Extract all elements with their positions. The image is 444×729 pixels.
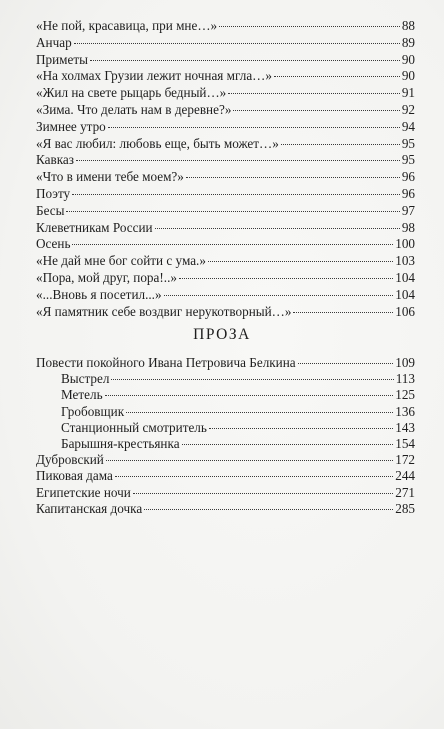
toc-entry (36, 485, 415, 501)
dot-leader (164, 295, 394, 296)
toc-entry-title: Осень (36, 236, 71, 252)
toc-entry-page: 109 (395, 355, 415, 370)
dot-leader (274, 76, 400, 77)
dot-leader (208, 261, 393, 262)
toc-subentry (36, 436, 415, 452)
toc-entry-page: 100 (395, 236, 415, 252)
dot-leader (179, 278, 393, 279)
toc-entry (36, 203, 415, 220)
toc-entry-title: «Не пой, красавица, при мне…» (36, 18, 218, 33)
toc-entry-title: «...Вновь я посетил...» (36, 286, 162, 302)
toc-entry (36, 52, 415, 69)
toc-entry-page: 95 (401, 135, 415, 151)
toc-entry-page: 244 (395, 468, 415, 484)
toc-entry (36, 152, 415, 169)
toc-entry-page: 143 (395, 419, 415, 435)
toc-entry-title: Выстрел (61, 371, 110, 387)
toc-entry-page: 104 (395, 286, 415, 302)
toc-entry-page: 98 (401, 219, 415, 235)
toc-entry-page: 96 (401, 185, 415, 201)
toc-entry-title: «Что в имени тебе моем?» (36, 169, 184, 185)
toc-entry-title: Станционный смотритель (61, 419, 207, 435)
dot-leader (133, 493, 393, 494)
toc-entry (36, 35, 415, 52)
toc-entry-title: Повести покойного Ивана Петровича Белкина (36, 355, 296, 370)
toc-entry (36, 119, 415, 136)
toc-subentry (36, 420, 415, 436)
toc-entry (36, 270, 415, 287)
toc-entry-page: 113 (395, 371, 415, 387)
dot-leader (111, 379, 393, 380)
toc-entry-title: Анчар (36, 34, 72, 50)
toc-entry (36, 304, 415, 321)
dot-leader (108, 127, 400, 128)
toc-entry (36, 452, 415, 468)
toc-entry-page: 285 (395, 500, 415, 516)
toc-entry (36, 18, 415, 35)
dot-leader (182, 444, 394, 445)
toc-entry-title: «Не дай мне бог сойти с ума.» (36, 253, 206, 269)
toc-entry (36, 186, 415, 203)
toc-entry (36, 468, 415, 484)
toc-entry-page: 94 (401, 118, 415, 134)
toc-entry-title: Гробовщик (61, 403, 125, 419)
toc-entry (36, 85, 415, 102)
dot-leader (72, 244, 393, 245)
toc-entry (36, 253, 415, 270)
toc-entry-page: 95 (401, 152, 415, 168)
dot-leader (293, 312, 393, 313)
toc-entry-page: 154 (395, 435, 415, 451)
dot-leader (72, 194, 400, 195)
toc-entry-title: Египетские ночи (36, 484, 131, 500)
prose-contents-list (36, 355, 415, 517)
toc-entry-page: 91 (401, 85, 415, 101)
toc-entry (36, 287, 415, 304)
toc-entry-title: «На холмах Грузии лежит ночная мгла…» (36, 68, 272, 84)
toc-entry-page: 271 (395, 484, 415, 500)
toc-entry (36, 68, 415, 85)
dot-leader (76, 160, 400, 161)
toc-subentry (36, 387, 415, 403)
toc-subentry (36, 371, 415, 387)
dot-leader (219, 26, 400, 27)
toc-entry-title: «Зима. Что делать нам в деревне?» (36, 101, 232, 117)
toc-entry-page: 172 (395, 452, 415, 468)
toc-entry-title: Приметы (36, 51, 88, 67)
toc-entry-page: 106 (395, 303, 415, 319)
toc-entry-title: Капитанская дочка (36, 500, 143, 516)
dot-leader (155, 228, 400, 229)
toc-entry-title: «Пора, мой друг, пора!..» (36, 269, 177, 285)
toc-entry-page: 89 (401, 34, 415, 50)
dot-leader (106, 460, 393, 461)
dot-leader (186, 177, 400, 178)
toc-entry-title: Кавказ (36, 152, 74, 168)
dot-leader (228, 93, 400, 94)
toc-subentry (36, 404, 415, 420)
dot-leader (115, 476, 393, 477)
toc-entry (36, 169, 415, 186)
dot-leader (66, 211, 399, 212)
toc-entry-page: 92 (401, 101, 415, 117)
dot-leader (209, 428, 393, 429)
toc-entry-page: 88 (401, 18, 415, 33)
toc-entry-page: 103 (395, 253, 415, 269)
toc-entry-page: 97 (401, 202, 415, 218)
toc-entry-page: 90 (401, 51, 415, 67)
toc-entry-title: Пиковая дама (36, 468, 113, 484)
dot-leader (90, 60, 400, 61)
prose-section-heading: ПРОЗА (193, 326, 251, 343)
toc-entry-page: 104 (395, 269, 415, 285)
toc-entry-title: Бесы (36, 202, 65, 218)
toc-entry-title: «Я вас любил: любовь еще, быть может…» (36, 135, 279, 151)
toc-entry-page: 90 (401, 68, 415, 84)
toc-entry-title: Клеветникам России (36, 219, 153, 235)
toc-entry (36, 236, 415, 253)
toc-entry-title: Метель (61, 387, 103, 403)
toc-entry (36, 136, 415, 153)
dot-leader (281, 144, 400, 145)
toc-entry (36, 220, 415, 237)
toc-entry-title: Дубровский (36, 452, 104, 468)
dot-leader (298, 363, 394, 364)
dot-leader (74, 43, 400, 44)
toc-entry-page: 125 (395, 387, 415, 403)
toc-entry-page: 136 (395, 403, 415, 419)
toc-entry-title: Зимнее утро (36, 118, 106, 134)
toc-entry-title: Барышня-крестьянка (61, 435, 180, 451)
toc-entry-title: «Я памятник себе воздвиг нерукотворный…» (36, 303, 292, 319)
poems-contents-list (36, 18, 415, 320)
dot-leader (126, 412, 393, 413)
dot-leader (144, 509, 393, 510)
toc-entry (36, 102, 415, 119)
toc-entry-page: 96 (401, 169, 415, 185)
dot-leader (105, 395, 394, 396)
toc-entry-title: Поэту (36, 185, 71, 201)
toc-entry (36, 355, 415, 371)
toc-entry (36, 501, 415, 517)
toc-entry-title: «Жил на свете рыцарь бедный…» (36, 85, 227, 101)
dot-leader (233, 110, 399, 111)
